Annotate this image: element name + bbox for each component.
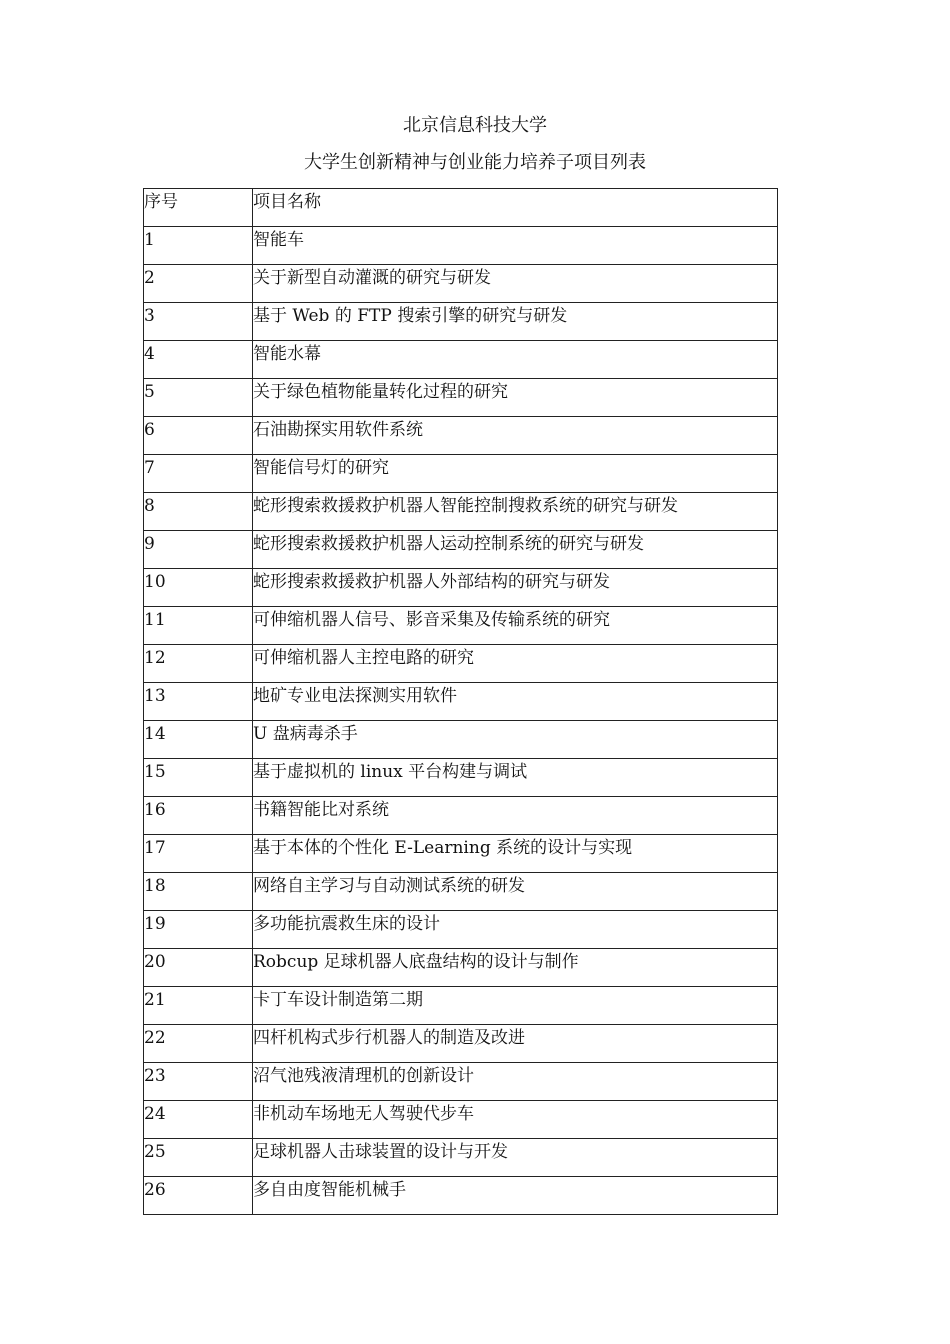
row-number: 9 (144, 531, 253, 569)
table-row (144, 987, 778, 1025)
project-name: 非机动车场地无人驾驶代步车 (253, 1101, 778, 1139)
row-number: 11 (144, 607, 253, 645)
table-row (144, 417, 778, 455)
project-name: 智能水幕 (253, 341, 778, 379)
table-row (144, 265, 778, 303)
project-name: 卡丁车设计制造第二期 (253, 987, 778, 1025)
project-name: 四杆机构式步行机器人的制造及改进 (253, 1025, 778, 1063)
table-row (144, 379, 778, 417)
project-name: 基于虚拟机的 linux 平台构建与调试 (253, 759, 778, 797)
table-row (144, 1177, 778, 1215)
project-name: Robcup 足球机器人底盘结构的设计与制作 (253, 949, 778, 987)
table-row (144, 303, 778, 341)
project-name: 基于本体的个性化 E-Learning 系统的设计与实现 (253, 835, 778, 873)
project-name: 沼气池残液清理机的创新设计 (253, 1063, 778, 1101)
row-number: 1 (144, 227, 253, 265)
table-row (144, 759, 778, 797)
table-row (144, 531, 778, 569)
table-row (144, 1025, 778, 1063)
table-row (144, 911, 778, 949)
table-row (144, 607, 778, 645)
project-name: 蛇形搜索救援救护机器人外部结构的研究与研发 (253, 569, 778, 607)
row-number: 16 (144, 797, 253, 835)
table-row (144, 569, 778, 607)
table-row (144, 227, 778, 265)
column-header-project-name: 项目名称 (253, 189, 778, 227)
project-name: 关于绿色植物能量转化过程的研究 (253, 379, 778, 417)
row-number: 8 (144, 493, 253, 531)
row-number: 6 (144, 417, 253, 455)
row-number: 21 (144, 987, 253, 1025)
row-number: 4 (144, 341, 253, 379)
row-number: 17 (144, 835, 253, 873)
row-number: 3 (144, 303, 253, 341)
table-row (144, 949, 778, 987)
table-row (144, 1063, 778, 1101)
project-name: 书籍智能比对系统 (253, 797, 778, 835)
row-number: 15 (144, 759, 253, 797)
row-number: 2 (144, 265, 253, 303)
project-table (143, 188, 778, 1215)
row-number: 25 (144, 1139, 253, 1177)
document-title-university: 北京信息科技大学 (403, 115, 547, 136)
row-number: 7 (144, 455, 253, 493)
project-name: 基于 Web 的 FTP 搜索引擎的研究与研发 (253, 303, 778, 341)
table-row (144, 493, 778, 531)
row-number: 22 (144, 1025, 253, 1063)
table-body (144, 227, 778, 1215)
project-name: 多自由度智能机械手 (253, 1177, 778, 1215)
row-number: 24 (144, 1101, 253, 1139)
row-number: 13 (144, 683, 253, 721)
row-number: 26 (144, 1177, 253, 1215)
project-name: 蛇形搜索救援救护机器人智能控制搜救系统的研究与研发 (253, 493, 778, 531)
table-row (144, 835, 778, 873)
table-header-row (144, 189, 778, 227)
project-name: 地矿专业电法探测实用软件 (253, 683, 778, 721)
table-row (144, 797, 778, 835)
column-header-number: 序号 (144, 189, 253, 227)
row-number: 23 (144, 1063, 253, 1101)
table-row (144, 455, 778, 493)
table-row (144, 873, 778, 911)
project-name: 网络自主学习与自动测试系统的研发 (253, 873, 778, 911)
row-number: 10 (144, 569, 253, 607)
project-name: 智能信号灯的研究 (253, 455, 778, 493)
project-name: 可伸缩机器人主控电路的研究 (253, 645, 778, 683)
row-number: 14 (144, 721, 253, 759)
row-number: 5 (144, 379, 253, 417)
row-number: 18 (144, 873, 253, 911)
table-row (144, 1139, 778, 1177)
project-name: U 盘病毒杀手 (253, 721, 778, 759)
project-name: 可伸缩机器人信号、影音采集及传输系统的研究 (253, 607, 778, 645)
table-row (144, 645, 778, 683)
document-title-list: 大学生创新精神与创业能力培养子项目列表 (304, 152, 646, 173)
table-row (144, 721, 778, 759)
project-name: 多功能抗震救生床的设计 (253, 911, 778, 949)
row-number: 19 (144, 911, 253, 949)
row-number: 20 (144, 949, 253, 987)
project-name: 足球机器人击球装置的设计与开发 (253, 1139, 778, 1177)
table-row (144, 683, 778, 721)
row-number: 12 (144, 645, 253, 683)
project-name: 智能车 (253, 227, 778, 265)
table-row (144, 341, 778, 379)
project-name: 蛇形搜索救援救护机器人运动控制系统的研究与研发 (253, 531, 778, 569)
table-row (144, 1101, 778, 1139)
project-name: 石油勘探实用软件系统 (253, 417, 778, 455)
project-name: 关于新型自动灌溉的研究与研发 (253, 265, 778, 303)
